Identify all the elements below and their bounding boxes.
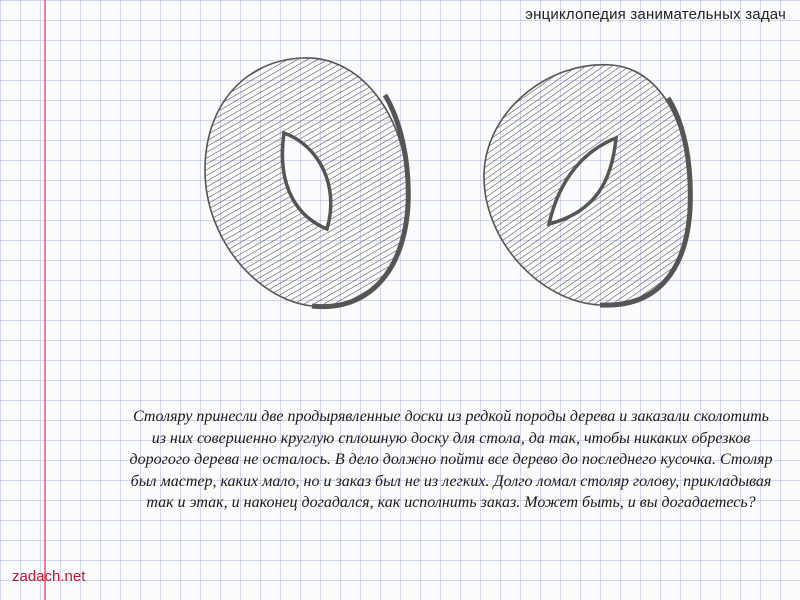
site-url[interactable]: zadach.net — [12, 568, 86, 585]
right-board — [484, 65, 690, 306]
problem-text: Столяру принесли две продырявленные доски из редкой породы дерева и заказали сколотить из них совершенно круглую сплошную доску для стола, да так, чтобы никаких обрезков дорогого дерева не осталось. В дело должно пойти все дерево до последнего кусочка. Столяр был мастер, каких мало, но и заказ был не из легких. Долго ломал столяр голову, прикладывая так и этак, и наконец догадался, как исполнить заказ. Может быть, и вы догадаетесь? — [129, 408, 773, 512]
left-board — [205, 58, 408, 307]
site-title: энциклопедия занимательных задач — [525, 6, 786, 23]
